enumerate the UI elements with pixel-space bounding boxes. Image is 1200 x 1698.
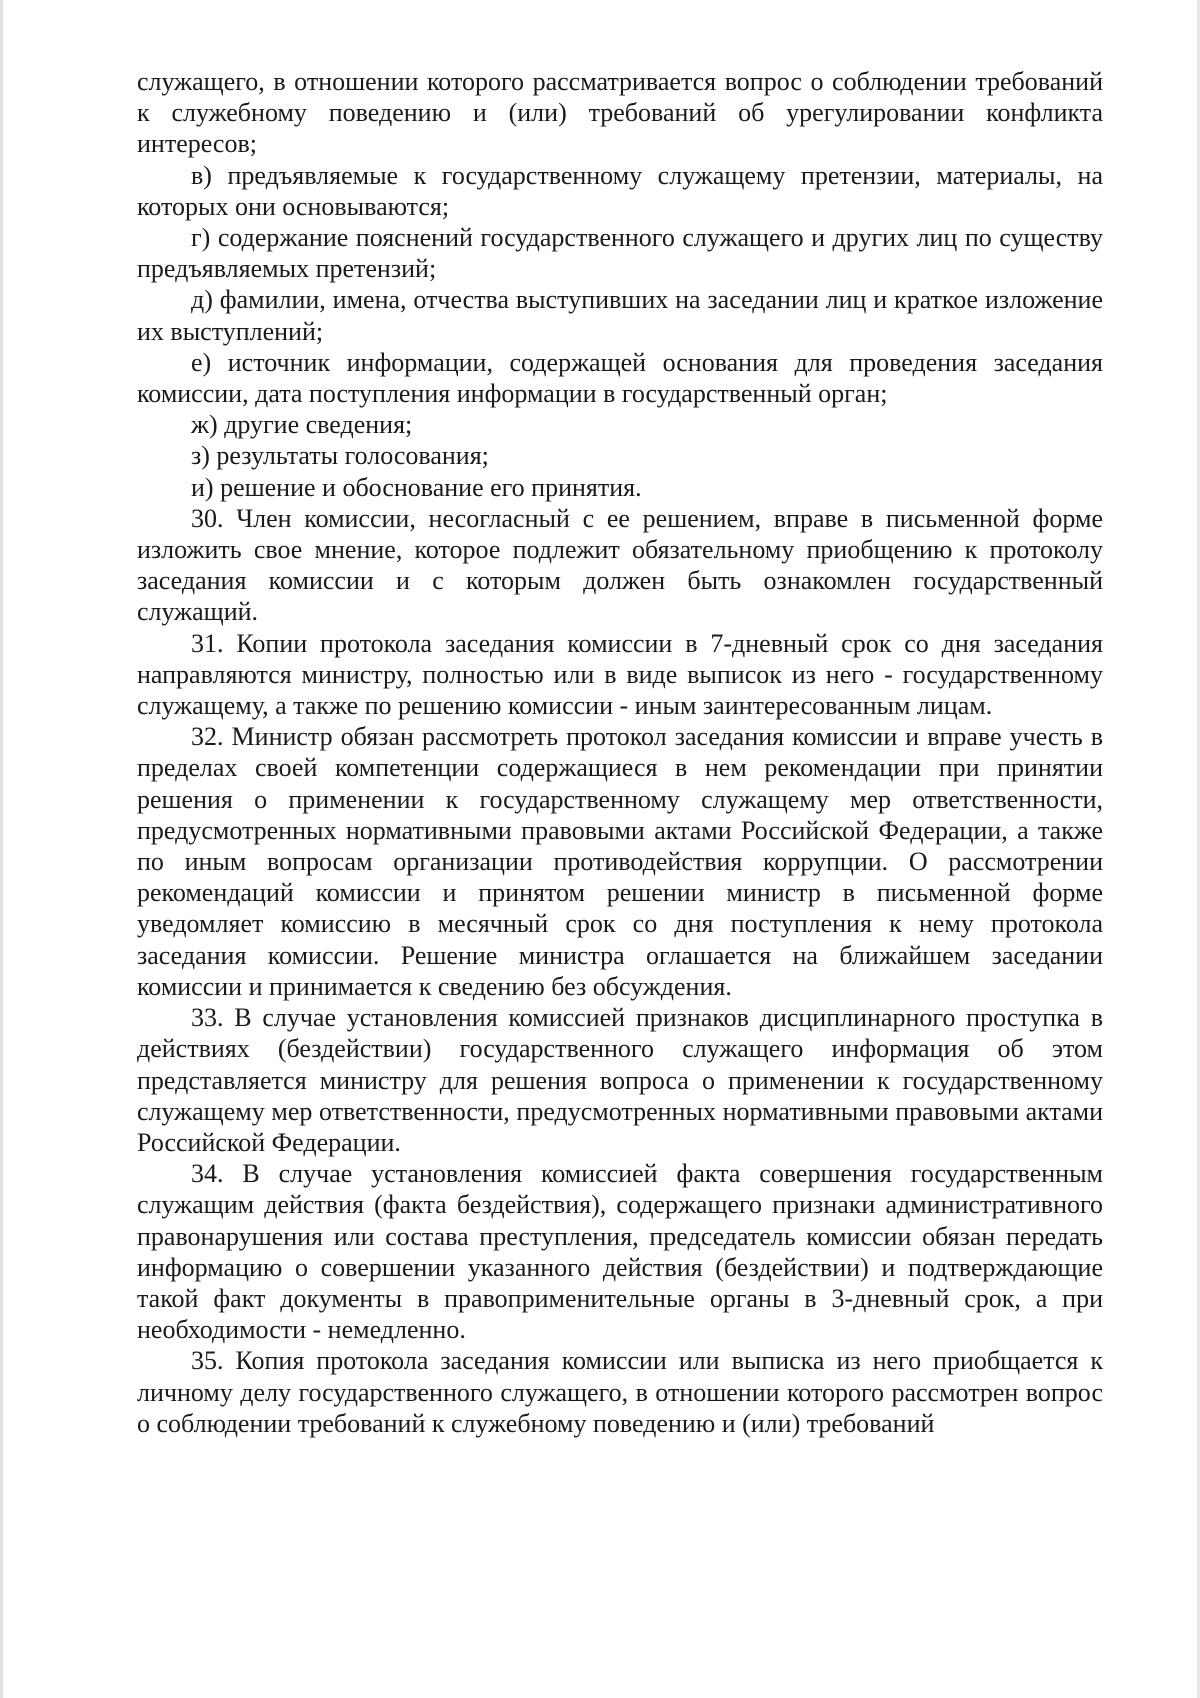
paragraph-clause-32: 32. Министр обязан рассмотреть протокол заседания комиссии и вправе учесть в пределах своей компетенции содержащиеся в нем рекомендации при принятии решения о применении к государственному служащему мер ответственности, предусмотренных нормативными правовыми актами Российской Федерации, а также по иным вопросам организации противодействия коррупции. О рассмотрении рекомендаций комиссии и принятом решении министр в письменной форме уведомляет комиссию в месячный срок со дня поступления к нему протокола заседания комиссии. Решение министра оглашается на ближайшем заседании комиссии и принимается к сведению без обсуждения.: [137, 722, 1103, 1001]
paragraph-item-g: г) содержание пояснений государственного служащего и других лиц по существу предъявляемых претензий;: [137, 223, 1103, 284]
paragraph-clause-30: 30. Член комиссии, несогласный с ее решением, вправе в письменной форме изложить свое мнение, которое подлежит обязательному приобщению к протоколу заседания комиссии и с которым должен быть ознакомлен государственный служащий.: [137, 503, 1103, 627]
paragraph-clause-33: 33. В случае установления комиссией признаков дисциплинарного проступка в действиях (бездействии) государственного служащего информация об этом представляется министру для решения вопроса о применении к государственному служащему мер ответственности, предусмотренных нормативными правовыми актами Российской Федерации.: [137, 1003, 1103, 1157]
paragraph-item-v: в) предъявляемые к государственному служащему претензии, материалы, на которых они основываются;: [137, 160, 1103, 221]
paragraph-item-zh: ж) другие сведения;: [191, 410, 413, 440]
paragraph-item-d: д) фамилии, имена, отчества выступивших на заседании лиц и краткое изложение их выступлений;: [137, 285, 1103, 346]
paragraph-continuation: служащего, в отношении которого рассматривается вопрос о соблюдении требований к служебному поведению и (или) требований об урегулировании конфликта интересов;: [137, 67, 1103, 159]
paragraph-clause-31: 31. Копии протокола заседания комиссии в 7-дневный срок со дня заседания направляются министру, полностью или в виде выписок из него - государственному служащему, а также по решению комиссии - иным заинтересованным лицам.: [137, 628, 1103, 721]
paragraph-clause-35: 35. Копия протокола заседания комиссии или выписка из него приобщается к личному делу государственного служащего, в отношении которого рассмотрен вопрос о соблюдении требований к служебному поведению и (или) требований: [137, 1346, 1103, 1438]
paragraph-clause-34: 34. В случае установления комиссией факта совершения государственным служащим действия (факта бездействия), содержащего признаки административного правонарушения или состава преступления, председатель комиссии обязан передать информацию о совершении указанного действия (бездействии) и подтверждающие такой факт документы в правоприменительные органы в 3-дневный срок, а при необходимости - немедленно.: [137, 1159, 1103, 1345]
document-body: [137, 66, 1103, 1439]
paragraph-item-z: з) результаты голосования;: [191, 441, 489, 471]
paragraph-item-i: и) решение и обоснование его принятия.: [191, 472, 642, 502]
scan-edge-left: [0, 0, 3, 1698]
paragraph-item-e: е) источник информации, содержащей основания для проведения заседания комиссии, дата поступления информации в государственный орган;: [137, 347, 1103, 409]
